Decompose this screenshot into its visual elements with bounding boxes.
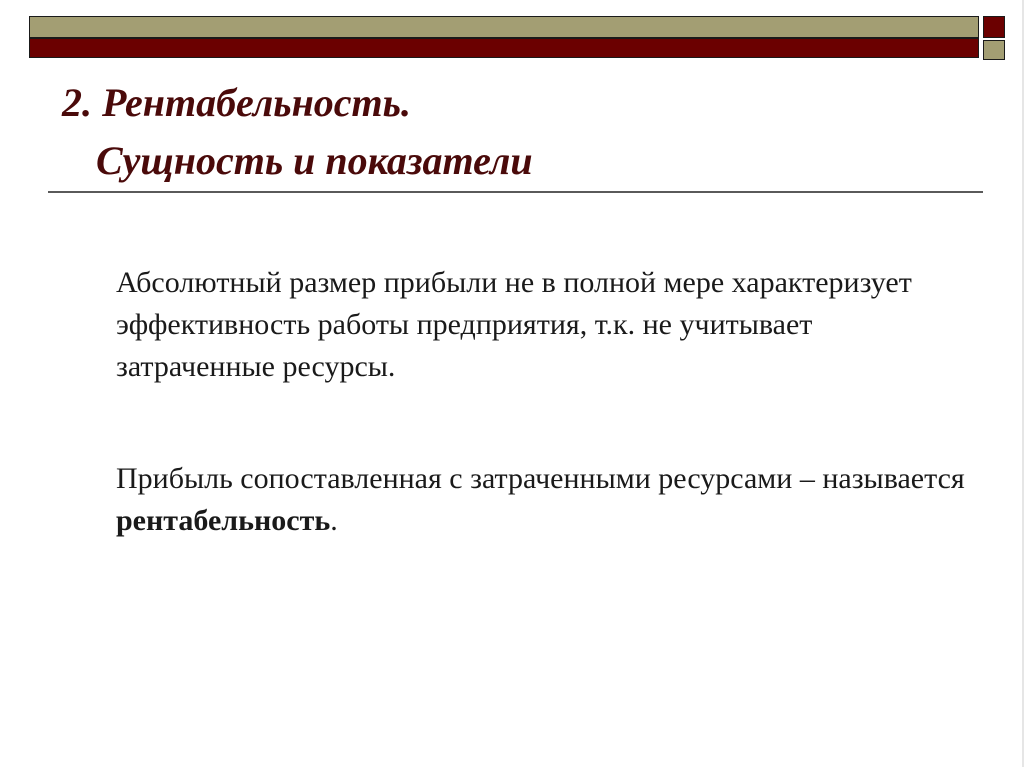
- paragraph-2: [116, 458, 976, 542]
- title-divider: [48, 191, 983, 193]
- header-square-maroon: [983, 16, 1005, 38]
- paragraph-2-term: рентабельность: [116, 504, 331, 537]
- paragraph-1: Абсолютный размер прибыли не в полной мере характеризует эффективность работы предприятия, т.к. не учитывает затраченные ресурсы.: [116, 266, 912, 383]
- header-square-olive: [983, 40, 1005, 60]
- header-bar-olive: [29, 16, 979, 38]
- paragraph-2-prefix: Прибыль сопоставленная с затраченными ресурсами – называется: [116, 462, 965, 495]
- slide-title: [62, 74, 962, 190]
- slide-title-line-2: Сущность и показатели: [96, 138, 533, 183]
- paragraph-2-suffix: .: [330, 504, 338, 537]
- slide-title-line-1: 2. Рентабельность.: [62, 80, 411, 125]
- header-bar-maroon: [29, 38, 979, 58]
